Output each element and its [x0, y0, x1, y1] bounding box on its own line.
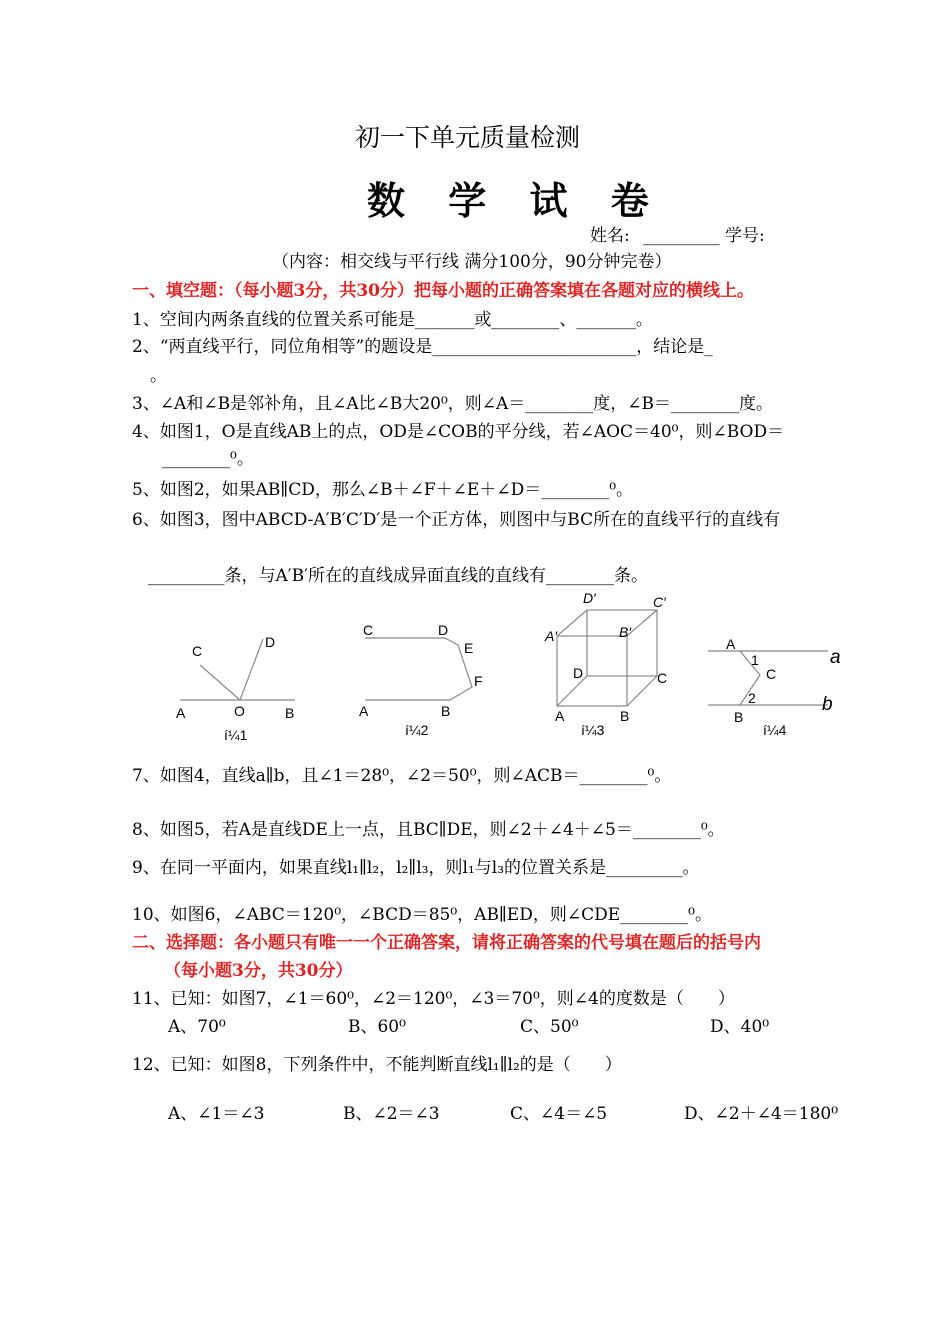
question-6: 6、如图3，图中ABCD-A′B′C′D′是一个正方体，则图中与BC所在的直线平行的直线有 [132, 510, 781, 530]
fig2-label: D [438, 622, 449, 638]
q12-option[interactable]: C、∠4＝∠5 [510, 1104, 608, 1124]
fig1-label: C [192, 643, 203, 659]
question-4: 4、如图1，O是直线AB上的点，OD是∠COB的平分线，若∠AOC＝40⁰，则∠BOD＝ [132, 422, 785, 442]
fig1-label: D [265, 634, 276, 650]
name-blank[interactable]: _________ [643, 226, 720, 246]
fig2-label: B [441, 703, 451, 719]
q11-option[interactable]: B、60⁰ [348, 1017, 406, 1037]
exam-title [367, 170, 649, 225]
fig4-label: A [726, 636, 736, 652]
title-char: 试 [529, 178, 568, 223]
fig3-label: C′ [653, 594, 666, 610]
question-2: 2、“两直线平行，同位角相等”的题设是________________________，结论是_ [132, 337, 713, 357]
section2-heading-cont: （每小题3分，共30分） [164, 961, 353, 981]
fig1-label: O [234, 703, 245, 719]
question-4-cont: ________⁰。 [162, 449, 254, 469]
q12-option[interactable]: B、∠2＝∠3 [343, 1104, 440, 1124]
fig3-label: B [620, 708, 630, 724]
title-char: 学 [448, 178, 487, 223]
question-2-cont: 。 [150, 366, 167, 386]
fig3-label: D [573, 665, 584, 681]
q11-option[interactable]: A、70⁰ [168, 1017, 226, 1037]
id-label: 学号: [725, 226, 765, 246]
fig1-label: B [285, 705, 295, 721]
q12-option[interactable]: D、∠2＋∠4＝180⁰ [684, 1104, 839, 1124]
fig2-label: F [474, 673, 483, 689]
question-12: 12、已知：如图8，下列条件中，不能判断直线l₁∥l₂的是（ ） [132, 1055, 622, 1075]
name-label: 姓名: [590, 226, 630, 246]
q11-option[interactable]: D、40⁰ [710, 1017, 770, 1037]
fig2-label: A [359, 703, 369, 719]
question-9: 9、在同一平面内，如果直线l₁∥l₂，l₂∥l₃，则l₁与l₃的位置关系是_________。 [132, 858, 700, 878]
title-char: 数 [367, 178, 406, 223]
fig4-label: a [830, 647, 841, 668]
question-1: 1、空间内两条直线的位置关系可能是_______或________、_______。 [132, 310, 653, 330]
exam-subtitle: 初一下单元质量检测 [355, 123, 581, 152]
fig4-caption: í¼4 [763, 722, 787, 738]
student-info [590, 226, 765, 246]
question-10: 10、如图6，∠ABC＝120⁰，∠BCD＝85⁰，AB∥ED，则∠CDE________⁰。 [132, 905, 712, 925]
fig4-label: 2 [748, 690, 756, 706]
exam-info: （内容：相交线与平行线 满分100分，90分钟完卷） [272, 252, 672, 272]
section1-heading: 一、填空题：（每小题3分，共30分）把每小题的正确答案填在各题对应的横线上。 [132, 281, 754, 301]
fig3-label: B′ [619, 624, 631, 640]
fig3-label: A′ [545, 628, 557, 644]
fig3-label: C [657, 670, 668, 686]
fig4-label: b [822, 694, 833, 715]
q12-option[interactable]: A、∠1＝∠3 [168, 1104, 265, 1124]
fig3-label: A [555, 708, 565, 724]
fig4-label: C [766, 666, 777, 682]
section2-heading: 二、选择题：各小题只有唯一一个正确答案，请将正确答案的代号填在题后的括号内 [132, 933, 761, 953]
fig4-label: B [734, 709, 744, 725]
fig3-caption: í¼3 [581, 722, 605, 738]
title-char: 卷 [610, 178, 649, 223]
question-6-cont: _________条，与A′B′所在的直线成异面直线的直线有________条。 [148, 566, 648, 586]
q11-option[interactable]: C、50⁰ [520, 1017, 579, 1037]
fig2-caption: í¼2 [405, 722, 429, 738]
question-3: 3、∠A和∠B是邻补角，且∠A比∠B大20⁰，则∠A＝________度，∠B＝________度。 [132, 394, 774, 414]
fig1-caption: í¼1 [224, 727, 248, 743]
fig4-label: 1 [751, 652, 759, 668]
fig1-label: A [176, 705, 186, 721]
question-11: 11、已知：如图7，∠1＝60⁰，∠2＝120⁰，∠3＝70⁰，则∠4的度数是（ ） [132, 989, 735, 1009]
question-5: 5、如图2，如果AB∥CD，那么∠B＋∠F＋∠E＋∠D＝________⁰。 [132, 480, 634, 500]
question-7: 7、如图4，直线a∥b，且∠1＝28⁰，∠2＝50⁰，则∠ACB＝________⁰。 [132, 766, 672, 786]
figure-3 [545, 600, 670, 715]
fig2-label: C [363, 622, 374, 638]
fig2-label: E [464, 640, 474, 656]
question-8: 8、如图5，若A是直线DE上一点，且BC∥DE，则∠2＋∠4＋∠5＝________⁰。 [132, 820, 725, 840]
fig3-label: D′ [583, 590, 596, 606]
